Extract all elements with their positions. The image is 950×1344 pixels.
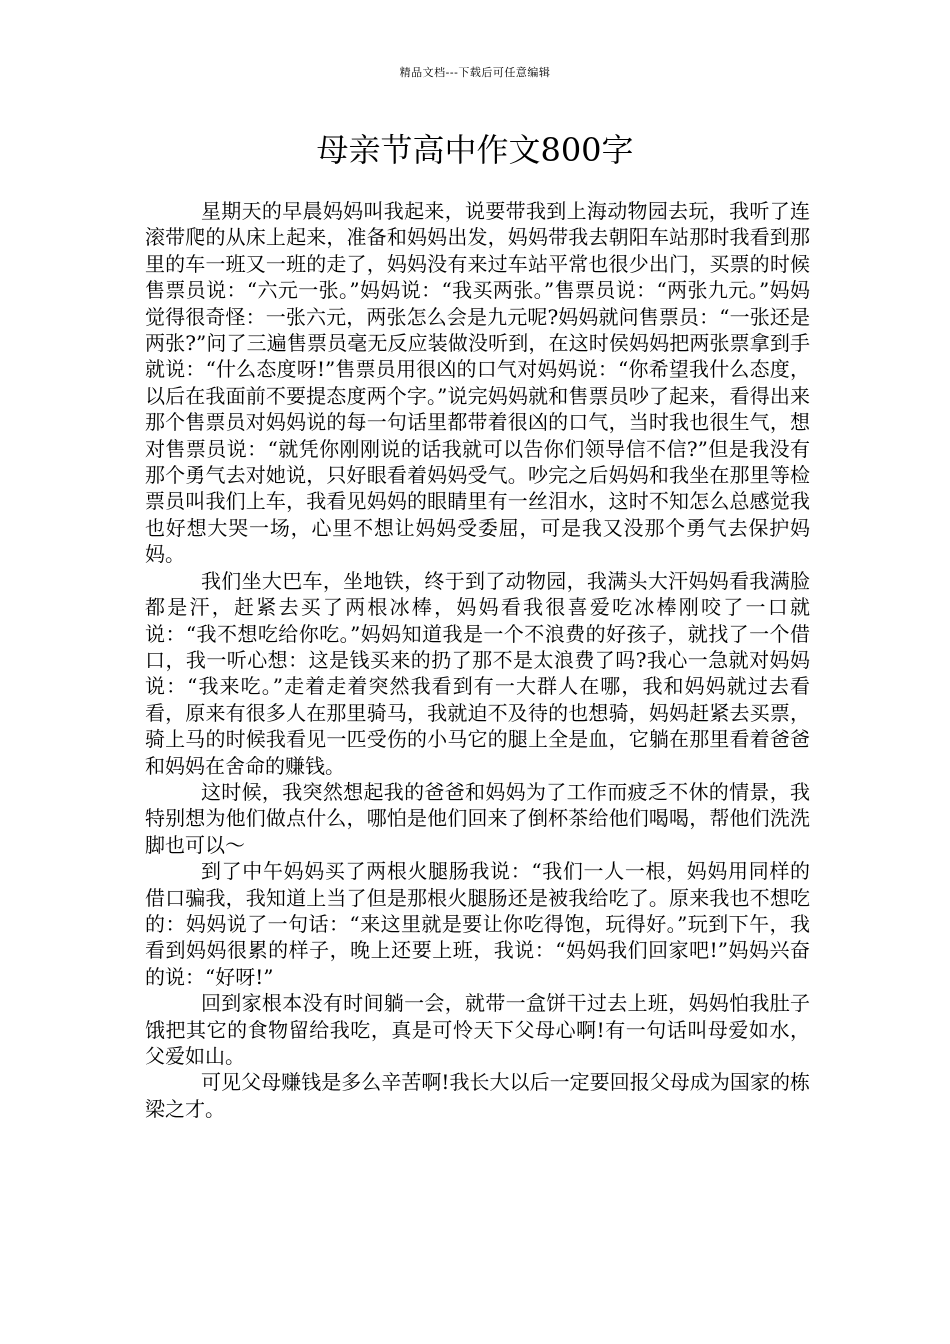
paragraph: 星期天的早晨妈妈叫我起来，说要带我到上海动物园去玩，我听了连滚带爬的从床上起来，准备和妈妈出发，妈妈带我去朝阳车站那时我看到那里的车一班又一班的走了，妈妈没有来过车站平常也很少出门，买票的时候售票员说：“六元一张。”妈妈说：“我买两张。”售票员说：“两张九元。”妈妈觉得很奇怪：一张六元，两张怎么会是九元呢?妈妈就问售票员：“一张还是两张?”问了三遍售票员毫无反应装做没听到，在这时侯妈妈把两张票拿到手就说：“什么态度呀!”售票员用很凶的口气对妈妈说：“你希望我什么态度，以后在我面前不要提态度两个字。”说完妈妈就和售票员吵了起来，看得出来那个售票员对妈妈说的每一句话里都带着很凶的口气，当时我也很生气，想对售票员说：“就凭你刚刚说的话我就可以告你们领导信不信?”但是我没有那个勇气去对她说，只好眼看着妈妈受气。吵完之后妈妈和我坐在那里等检票员叫我们上车，我看见妈妈的眼睛里有一丝泪水，这时不知怎么总感觉我也好想大哭一场，心里不想让妈妈受委屈，可是我又没那个勇气去保护妈妈。	[145, 199, 810, 567]
document-title: 母亲节高中作文800字	[316, 131, 634, 169]
paragraph: 回到家根本没有时间躺一会，就带一盒饼干过去上班，妈妈怕我肚子饿把其它的食物留给我吃，真是可怜天下父母心啊!有一句话叫母爱如水，父爱如山。	[145, 991, 810, 1068]
header-note: 精品文档---下载后可任意编辑	[399, 66, 551, 79]
document-body	[145, 198, 810, 1122]
paragraph: 到了中午妈妈买了两根火腿肠我说：“我们一人一根，妈妈用同样的借口骗我，我知道上当了但是那根火腿肠还是被我给吃了。原来我也不想吃的：妈妈说了一句话：“来这里就是要让你吃得饱，玩得好。”玩到下午，我看到妈妈很累的样子，晚上还要上班，我说：“妈妈我们回家吧!”妈妈兴奋的说：“好呀!”	[145, 859, 810, 989]
paragraph: 我们坐大巴车，坐地铁，终于到了动物园，我满头大汗妈妈看我满脸都是汗，赶紧去买了两根冰棒，妈妈看我很喜爱吃冰棒刚咬了一口就说：“我不想吃给你吃。”妈妈知道我是一个不浪费的好孩子，就找了一个借口，我一听心想：这是钱买来的扔了那不是太浪费了吗?我心一急就对妈妈说：“我来吃。”走着走着突然我看到有一大群人在哪，我和妈妈就过去看看，原来有很多人在那里骑马，我就迫不及待的也想骑，妈妈赶紧去买票，骑上马的时候我看见一匹受伤的小马它的腿上全是血，它躺在那里看着爸爸和妈妈在舍命的赚钱。	[145, 568, 810, 778]
paragraph: 可见父母赚钱是多么辛苦啊!我长大以后一定要回报父母成为国家的栋梁之才。	[145, 1070, 810, 1121]
paragraph: 这时候，我突然想起我的爸爸和妈妈为了工作而疲乏不休的情景，我特别想为他们做点什么，哪怕是他们回来了倒杯茶给他们喝喝，帮他们洗洗脚也可以～	[145, 779, 810, 857]
